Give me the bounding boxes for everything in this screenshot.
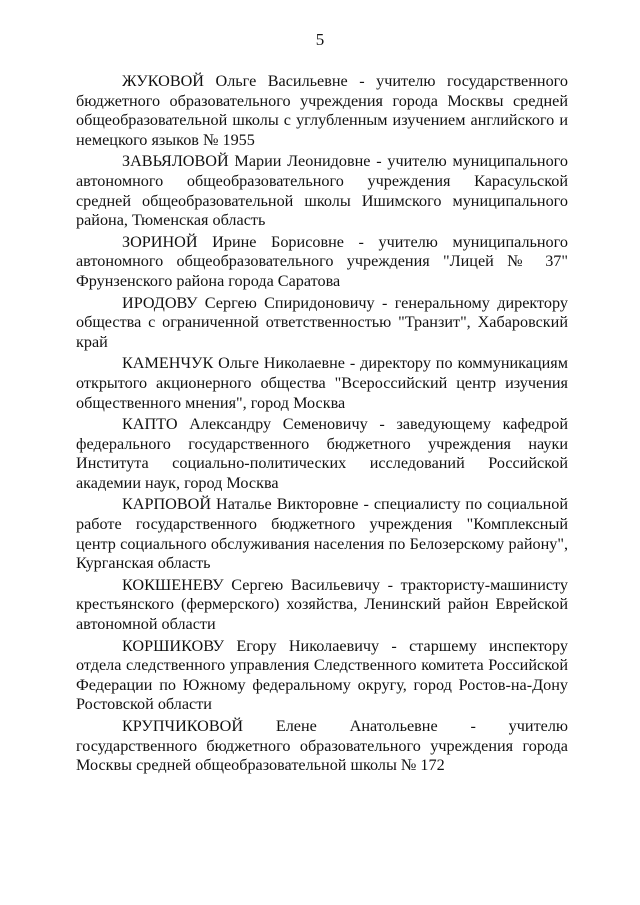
list-entry-zavyalova: ЗАВЬЯЛОВОЙ Марии Леонидовне - учителю муниципального автономного общеобразовательного учреждения Карасульской средней общеобразовательной школы Ишимского муниципального района, Тюменская область (76, 152, 568, 230)
list-entry-korshikov: КОРШИКОВУ Егору Николаевичу - старшему инспектору отдела следственного управления Следственного комитета Российской Федерации по Южному федеральному округу, город Ростов-на-Дону Ростовской области (76, 636, 568, 714)
page-number: 5 (315, 30, 325, 49)
list-entry-karpova: КАРПОВОЙ Наталье Викторовне - специалисту по социальной работе государственного бюджетного учреждения "Комплексный центр социального обслуживания населения по Белозерскому району", Курганская область (76, 495, 568, 573)
list-entry-koksheneva: КОКШЕНЕВУ Сергею Васильевичу - трактористу-машинисту крестьянского (фермерского) хозяйства, Ленинский район Еврейской автономной области (76, 575, 568, 634)
list-entry-zorina: ЗОРИНОЙ Ирине Борисовне - учителю муниципального автономного общеобразовательного учреждения "Лицей № 37" Фрунзенского района города Саратова (76, 232, 568, 290)
list-entry-irodov: ИРОДОВУ Сергею Спиридоновичу - генеральному директору общества с ограниченной ответственностью "Транзит", Хабаровский край (76, 293, 568, 351)
list-entry-zhukova: ЖУКОВОЙ Ольге Васильевне - учителю государственного бюджетного образовательного учреждения города Москвы средней общеобразовательной школы с углубленным изучением английского и немецкого языков № 1955 (76, 72, 568, 149)
list-entry-kamenchuk: КАМЕНЧУК Ольге Николаевне - директору по коммуникациям открытого акционерного общества "Всероссийский центр изучения общественного мнения", город Москва (76, 354, 568, 412)
list-entry-krupchikova: КРУПЧИКОВОЙ Елене Анатольевне - учителю государственного бюджетного образовательного учреждения города Москвы средней общеобразовательной школы № 172 (76, 717, 568, 775)
list-entry-kapto: КАПТО Александру Семеновичу - заведующему кафедрой федерального государственного бюджетного учреждения науки Института социально-политических исследований Российской академии наук, город Москва (76, 415, 568, 492)
award-list (76, 72, 568, 778)
